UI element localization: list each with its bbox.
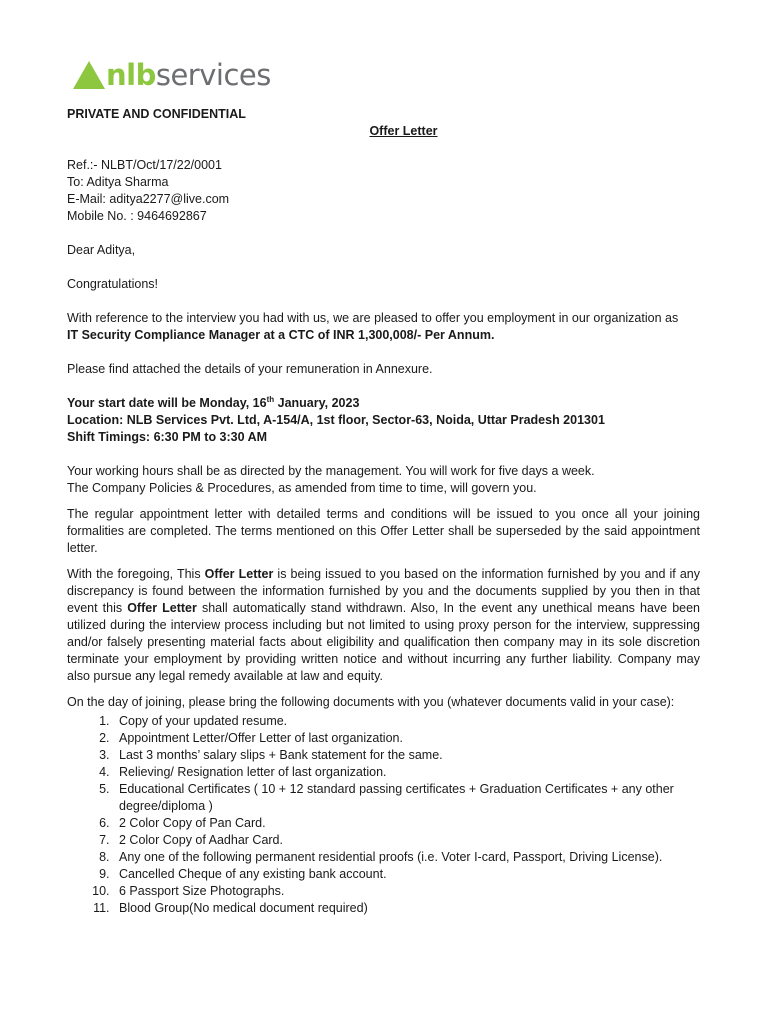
documents-list bbox=[67, 713, 700, 917]
working-hours-paragraph bbox=[67, 463, 700, 497]
joining-details bbox=[67, 395, 700, 446]
list-item: 1. Copy of your updated resume. bbox=[113, 713, 700, 730]
work-location: Location: NLB Services Pvt. Ltd, A-154/A, 1st floor, Sector-63, Noida, Uttar Pradesh 201301 bbox=[67, 413, 605, 427]
letter-title: Offer Letter bbox=[369, 124, 438, 138]
list-item: 10. 6 Passport Size Photographs. bbox=[113, 883, 700, 900]
reference-number: Ref.:- NLBT/Oct/17/22/0001 bbox=[67, 158, 222, 172]
logo-wordmark bbox=[106, 57, 271, 93]
list-item: 11. Blood Group(No medical document required) bbox=[113, 900, 700, 917]
congratulations: Congratulations! bbox=[67, 277, 159, 291]
recipient-block bbox=[67, 157, 700, 225]
foregoing-text-2: is being issued to you based on the information furnished by you and if any discrepancy is found between the information furnished by you and the documents supplied by you then in that event this bbox=[67, 567, 700, 615]
salutation: Dear Aditya, bbox=[67, 243, 136, 257]
offer-letter-bold-1: Offer Letter bbox=[204, 567, 274, 581]
logo-nlb-text: nlb bbox=[106, 58, 156, 92]
logo-services-text: services bbox=[155, 58, 271, 92]
confidential-label: PRIVATE AND CONFIDENTIAL bbox=[67, 107, 246, 121]
start-date-suffix: January, 2023 bbox=[274, 396, 360, 410]
list-item: 2. Appointment Letter/Offer Letter of last organization. bbox=[113, 730, 700, 747]
foregoing-text-1: With the foregoing, This bbox=[67, 567, 205, 581]
list-item: 7. 2 Color Copy of Aadhar Card. bbox=[113, 832, 700, 849]
working-hours: Your working hours shall be as directed by the management. You will work for five days a week. bbox=[67, 464, 595, 478]
recipient-name: To: Aditya Sharma bbox=[67, 175, 169, 189]
annexure-note: Please find attached the details of your remuneration in Annexure. bbox=[67, 362, 433, 376]
joining-documents-intro: On the day of joining, please bring the following documents with you (whatever documents valid in your case): bbox=[67, 695, 675, 709]
shift-timings: Shift Timings: 6:30 PM to 3:30 AM bbox=[67, 430, 268, 444]
start-date-ordinal: th bbox=[266, 394, 275, 404]
list-item: 6. 2 Color Copy of Pan Card. bbox=[113, 815, 700, 832]
position-and-ctc: IT Security Compliance Manager at a CTC of INR 1,300,008/- Per Annum. bbox=[67, 328, 495, 342]
logo-triangle-icon bbox=[72, 60, 106, 90]
list-item: 3. Last 3 months’ salary slips + Bank statement for the same. bbox=[113, 747, 700, 764]
list-item: 4. Relieving/ Resignation letter of last organization. bbox=[113, 764, 700, 781]
letter-title-wrap bbox=[107, 123, 700, 140]
foregoing-text-3: shall automatically stand withdrawn. Also, In the event any unethical means have been utilized during the interview process including but not limited to using proxy person for the interview, suppressing and/or falsely presenting material facts about eligibility and qualification then company may in its sole discretion terminate your employment by providing written notice and without incurring any further liability. Company may also pursue any legal remedy available at law and equity. bbox=[67, 601, 701, 683]
offer-line: With reference to the interview you had with us, we are pleased to offer you employment in our organization as bbox=[67, 311, 679, 325]
appointment-letter-paragraph: The regular appointment letter with detailed terms and conditions will be issued to you once all your joining formalities are completed. The terms mentioned on this Offer Letter shall be superseded by the said appointment letter. bbox=[67, 507, 700, 555]
recipient-mobile: Mobile No. : 9464692867 bbox=[67, 209, 207, 223]
list-item: 8. Any one of the following permanent residential proofs (i.e. Voter I-card, Passport, Driving License). bbox=[113, 849, 700, 866]
recipient-email: E-Mail: aditya2277@live.com bbox=[67, 192, 230, 206]
nlb-services-logo bbox=[72, 55, 271, 95]
start-date bbox=[67, 395, 700, 412]
company-policies: The Company Policies & Procedures, as amended from time to time, will govern you. bbox=[67, 481, 537, 495]
list-item: 9. Cancelled Cheque of any existing bank account. bbox=[113, 866, 700, 883]
list-item: 5. Educational Certificates ( 10 + 12 standard passing certificates + Graduation Certificates + any other degree/diploma ) bbox=[113, 781, 700, 815]
offer-letter-bold-2: Offer Letter bbox=[127, 601, 197, 615]
letter-body bbox=[67, 106, 700, 917]
offer-paragraph bbox=[67, 310, 700, 344]
foregoing-paragraph bbox=[67, 566, 700, 685]
start-date-prefix: Your start date will be Monday, 16 bbox=[67, 396, 267, 410]
